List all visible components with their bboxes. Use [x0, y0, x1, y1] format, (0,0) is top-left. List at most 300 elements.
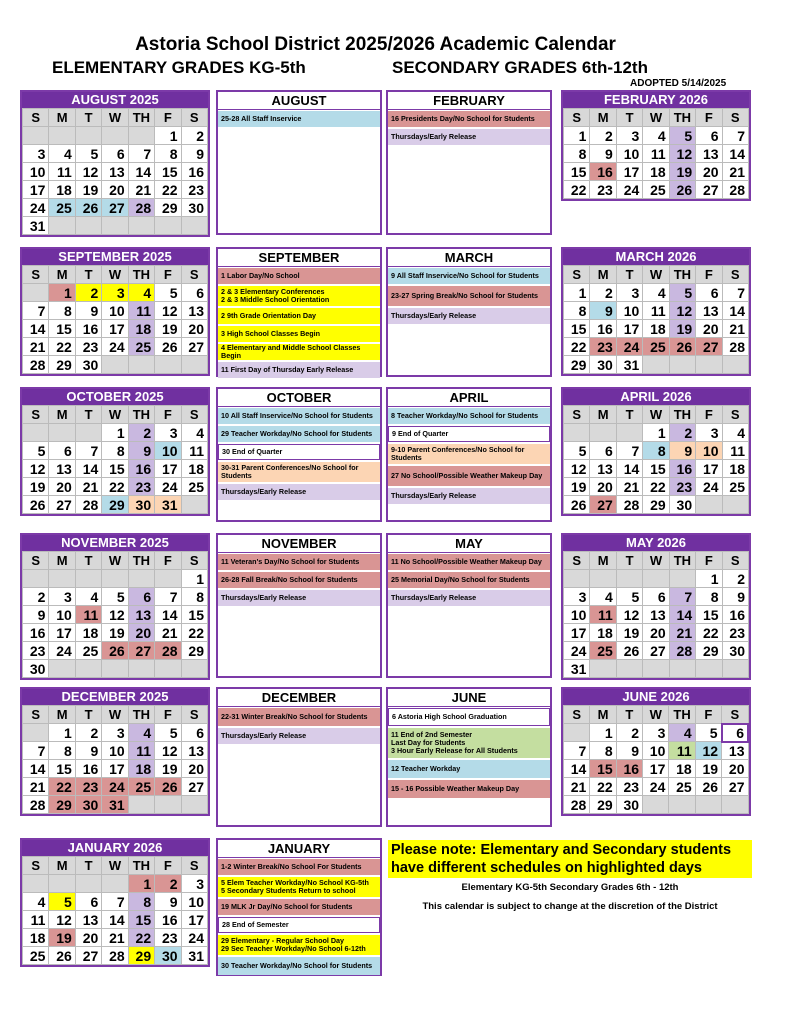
weekday-header: F: [696, 266, 722, 284]
day-cell: 3: [155, 424, 181, 442]
day-cell: 31: [23, 217, 49, 235]
month-title: JUNE 2026: [563, 689, 749, 705]
day-cell: 3: [181, 875, 207, 893]
empty-cell: [102, 875, 128, 893]
day-cell: 13: [696, 302, 722, 320]
day-cell: 8: [564, 302, 590, 320]
weekday-header: T: [616, 706, 642, 724]
day-cell: 3: [49, 588, 75, 606]
weekday-header: M: [49, 406, 75, 424]
day-cell: 12: [102, 606, 128, 624]
weekday-header: T: [616, 266, 642, 284]
day-cell: 20: [643, 624, 669, 642]
events-month-title: MAY: [388, 535, 550, 553]
weekday-header: F: [155, 706, 181, 724]
weekday-header: F: [696, 552, 722, 570]
weekday-header: W: [102, 109, 128, 127]
adopted-date: ADOPTED 5/14/2025: [630, 78, 727, 89]
day-cell: 20: [696, 320, 722, 338]
empty-cell: [564, 570, 590, 588]
day-cell: 15: [155, 163, 181, 181]
day-cell: 21: [75, 478, 101, 496]
day-cell: 3: [696, 424, 722, 442]
day-cell: 25: [643, 181, 669, 199]
events-box-nov: [216, 533, 382, 678]
day-cell: 13: [128, 606, 154, 624]
day-cell: 28: [128, 199, 154, 217]
day-cell: 7: [564, 742, 590, 760]
day-cell: 1: [155, 127, 181, 145]
month-calendar-jun: [561, 687, 751, 816]
day-cell: 25: [75, 642, 101, 660]
day-cell: 14: [102, 911, 128, 929]
day-cell: 24: [643, 778, 669, 796]
day-cell: 28: [722, 338, 748, 356]
day-cell: 16: [23, 624, 49, 642]
day-cell: 28: [669, 642, 695, 660]
day-cell: 3: [23, 145, 49, 163]
day-cell: 31: [102, 796, 128, 814]
event-item: 23-27 Spring Break/No School for Students: [388, 286, 550, 306]
day-cell: 30: [722, 642, 748, 660]
day-cell: 19: [155, 320, 181, 338]
day-cell: 30: [155, 947, 181, 965]
day-cell: 27: [49, 496, 75, 514]
day-cell: 4: [669, 724, 695, 742]
weekday-header: T: [75, 109, 101, 127]
day-cell: 2: [616, 724, 642, 742]
day-cell: 19: [616, 624, 642, 642]
events-month-title: NOVEMBER: [218, 535, 380, 553]
empty-cell: [695, 796, 721, 814]
month-calendar-sep: [20, 247, 210, 376]
day-cell: 2: [590, 127, 616, 145]
day-cell: 29: [564, 356, 590, 374]
day-cell: 26: [616, 642, 642, 660]
empty-cell: [23, 424, 49, 442]
weekday-header: T: [616, 406, 642, 424]
day-cell: 26: [669, 338, 695, 356]
day-cell: 8: [564, 145, 590, 163]
empty-cell: [616, 424, 642, 442]
day-cell: 17: [102, 320, 128, 338]
day-cell: 3: [616, 284, 642, 302]
day-cell: 12: [23, 460, 49, 478]
event-item: 2 & 3 Elementary Conferences 2 & 3 Middle School Orientation: [218, 286, 380, 306]
day-cell: 27: [722, 778, 748, 796]
weekday-header: TH: [669, 706, 695, 724]
weekday-header: W: [643, 266, 669, 284]
empty-cell: [669, 570, 695, 588]
empty-cell: [102, 127, 128, 145]
day-cell: 26: [564, 496, 590, 514]
weekday-header: M: [590, 266, 616, 284]
day-cell: 27: [128, 642, 154, 660]
day-cell: 7: [128, 145, 154, 163]
day-cell: 10: [616, 145, 642, 163]
page-title: Astoria School District 2025/2026 Academic Calendar: [135, 34, 616, 55]
empty-cell: [49, 127, 75, 145]
empty-cell: [696, 660, 722, 678]
empty-cell: [23, 570, 49, 588]
day-cell: 24: [616, 181, 642, 199]
day-cell: 26: [75, 199, 101, 217]
day-cell: 29: [155, 199, 181, 217]
day-cell: 22: [102, 478, 128, 496]
day-cell: 9: [75, 302, 101, 320]
day-cell: 24: [23, 199, 49, 217]
day-cell: 11: [643, 145, 669, 163]
day-cell: 15: [181, 606, 207, 624]
weekday-header: W: [102, 857, 128, 875]
day-cell: 21: [128, 181, 154, 199]
day-cell: 7: [722, 127, 748, 145]
weekday-header: T: [616, 552, 642, 570]
weekday-header: M: [49, 706, 75, 724]
events-month-title: FEBRUARY: [388, 92, 550, 110]
day-cell: 15: [49, 320, 75, 338]
weekday-header: F: [155, 857, 181, 875]
weekday-header: M: [49, 552, 75, 570]
day-cell: 4: [23, 893, 49, 911]
day-cell: 27: [75, 947, 101, 965]
day-cell: 4: [49, 145, 75, 163]
day-cell: 19: [102, 624, 128, 642]
weekday-header: S: [722, 406, 748, 424]
day-cell: 22: [696, 624, 722, 642]
weekday-header: S: [23, 109, 49, 127]
day-cell: 30: [669, 496, 695, 514]
event-item: Thursdays/Early Release: [388, 590, 550, 606]
event-item: 5 Elem Teacher Workday/No School KG-5th 5 Secondary Students Return to school: [218, 877, 380, 897]
event-item: 11 No School/Possible Weather Makeup Day: [388, 554, 550, 570]
day-cell: 1: [128, 875, 154, 893]
day-cell: 18: [128, 320, 154, 338]
empty-cell: [564, 424, 590, 442]
day-cell: 20: [75, 929, 101, 947]
empty-cell: [722, 496, 748, 514]
empty-cell: [128, 570, 154, 588]
weekday-header: F: [695, 706, 721, 724]
day-cell: 12: [695, 742, 721, 760]
events-box-mar: [386, 247, 552, 377]
weekday-header: W: [643, 552, 669, 570]
day-cell: 5: [102, 588, 128, 606]
event-item: 30 End of Quarter: [218, 444, 380, 460]
day-cell: 7: [23, 302, 49, 320]
day-cell: 28: [75, 496, 101, 514]
day-cell: 18: [128, 760, 154, 778]
month-calendar-jan: [20, 838, 210, 967]
month-title: SEPTEMBER 2025: [22, 249, 208, 265]
day-cell: 16: [669, 460, 695, 478]
day-cell: 9: [669, 442, 695, 460]
day-cell: 23: [128, 478, 154, 496]
day-cell: 29: [696, 642, 722, 660]
empty-cell: [643, 796, 669, 814]
empty-cell: [128, 660, 154, 678]
events-box-may: [386, 533, 552, 678]
empty-cell: [564, 724, 590, 742]
weekday-header: S: [564, 552, 590, 570]
day-cell: 27: [696, 338, 722, 356]
day-cell: 14: [155, 606, 181, 624]
day-cell: 18: [643, 163, 669, 181]
day-cell: 2: [669, 424, 695, 442]
day-cell: 18: [75, 624, 101, 642]
day-cell: 26: [102, 642, 128, 660]
weekday-header: M: [590, 109, 616, 127]
weekday-header: S: [564, 109, 590, 127]
event-item: 30 Teacher Workday/No School for Students: [218, 957, 380, 975]
day-cell: 15: [564, 163, 590, 181]
day-cell: 31: [564, 660, 590, 678]
day-cell: 24: [155, 478, 181, 496]
empty-cell: [75, 424, 101, 442]
month-calendar-may: [561, 533, 751, 680]
weekday-header: F: [155, 552, 181, 570]
day-cell: 13: [75, 911, 101, 929]
day-cell: 24: [49, 642, 75, 660]
events-month-title: JANUARY: [218, 840, 380, 858]
weekday-header: M: [49, 857, 75, 875]
event-item: 19 MLK Jr Day/No School for Students: [218, 899, 380, 915]
day-cell: 14: [722, 145, 748, 163]
day-cell: 22: [643, 478, 669, 496]
day-cell: 24: [102, 778, 128, 796]
event-item: 12 Teacher Workday: [388, 760, 550, 778]
events-month-title: OCTOBER: [218, 389, 380, 407]
weekday-header: TH: [128, 109, 154, 127]
events-box-feb: [386, 90, 552, 235]
day-cell: 4: [181, 424, 207, 442]
day-cell: 9: [722, 588, 748, 606]
weekday-header: TH: [128, 857, 154, 875]
day-cell: 28: [722, 181, 748, 199]
event-item: 2 9th Grade Orientation Day: [218, 308, 380, 324]
day-cell: 25: [23, 947, 49, 965]
weekday-header: T: [75, 266, 101, 284]
events-box-oct: [216, 387, 382, 522]
events-month-title: APRIL: [388, 389, 550, 407]
day-cell: 12: [49, 911, 75, 929]
month-calendar-aug: [20, 90, 210, 237]
day-cell: 19: [669, 320, 695, 338]
day-cell: 10: [49, 606, 75, 624]
day-cell: 5: [155, 284, 181, 302]
day-cell: 24: [616, 338, 642, 356]
weekday-header: M: [49, 266, 75, 284]
weekday-header: S: [722, 266, 748, 284]
day-cell: 23: [722, 624, 748, 642]
day-cell: 21: [23, 778, 49, 796]
day-cell: 8: [49, 742, 75, 760]
day-cell: 2: [155, 875, 181, 893]
weekday-header: S: [181, 406, 207, 424]
day-cell: 6: [128, 588, 154, 606]
day-cell: 2: [75, 284, 101, 302]
day-cell: 12: [155, 742, 181, 760]
weekday-header: S: [23, 406, 49, 424]
day-cell: 20: [128, 624, 154, 642]
day-cell: 30: [75, 356, 101, 374]
day-cell: 1: [564, 284, 590, 302]
empty-cell: [155, 570, 181, 588]
day-cell: 13: [590, 460, 616, 478]
day-cell: 1: [643, 424, 669, 442]
day-cell: 1: [102, 424, 128, 442]
day-cell: 3: [564, 588, 590, 606]
schedule-note: Please note: Elementary and Secondary students have different schedules on highlighted days: [388, 840, 752, 878]
day-cell: 9: [590, 302, 616, 320]
day-cell: 15: [590, 760, 616, 778]
event-item: Thursdays/Early Release: [388, 308, 550, 324]
day-cell: 17: [616, 320, 642, 338]
day-cell: 9: [616, 742, 642, 760]
events-box-dec: [216, 687, 382, 827]
empty-cell: [155, 796, 181, 814]
weekday-header: TH: [669, 266, 695, 284]
day-cell: 8: [181, 588, 207, 606]
day-cell: 31: [181, 947, 207, 965]
day-cell: 4: [75, 588, 101, 606]
day-cell: 22: [128, 929, 154, 947]
empty-cell: [181, 660, 207, 678]
day-cell: 2: [23, 588, 49, 606]
day-cell: 28: [155, 642, 181, 660]
day-cell: 8: [643, 442, 669, 460]
weekday-header: S: [181, 109, 207, 127]
day-cell: 1: [49, 724, 75, 742]
day-cell: 6: [696, 284, 722, 302]
day-cell: 12: [564, 460, 590, 478]
day-cell: 28: [23, 796, 49, 814]
event-item: 15 - 16 Possible Weather Makeup Day: [388, 780, 550, 798]
weekday-header: S: [23, 552, 49, 570]
day-cell: 3: [102, 724, 128, 742]
day-cell: 12: [669, 145, 695, 163]
month-calendar-oct: [20, 387, 210, 516]
day-cell: 22: [564, 338, 590, 356]
event-item: 26-28 Fall Break/No School for Students: [218, 572, 380, 588]
day-cell: 4: [128, 724, 154, 742]
day-cell: 21: [616, 478, 642, 496]
events-month-title: AUGUST: [218, 92, 380, 110]
event-item: 25 Memorial Day/No School for Students: [388, 572, 550, 588]
weekday-header: TH: [128, 406, 154, 424]
day-cell: 7: [669, 588, 695, 606]
event-item: 1-2 Winter Break/No School For Students: [218, 859, 380, 875]
day-cell: 19: [564, 478, 590, 496]
empty-cell: [696, 496, 722, 514]
day-cell: 1: [696, 570, 722, 588]
event-item: 9 All Staff Inservice/No School for Students: [388, 268, 550, 284]
day-cell: 12: [75, 163, 101, 181]
day-cell: 3: [102, 284, 128, 302]
day-cell: 7: [23, 742, 49, 760]
day-cell: 2: [75, 724, 101, 742]
day-cell: 10: [696, 442, 722, 460]
day-cell: 24: [181, 929, 207, 947]
empty-cell: [49, 424, 75, 442]
day-cell: 25: [181, 478, 207, 496]
month-calendar-apr: [561, 387, 751, 516]
weekday-header: W: [102, 266, 128, 284]
month-title: OCTOBER 2025: [22, 389, 208, 405]
empty-cell: [590, 570, 616, 588]
day-cell: 17: [643, 760, 669, 778]
day-cell: 13: [49, 460, 75, 478]
day-cell: 20: [49, 478, 75, 496]
day-cell: 11: [128, 302, 154, 320]
day-cell: 20: [696, 163, 722, 181]
empty-cell: [23, 127, 49, 145]
day-cell: 22: [49, 338, 75, 356]
day-cell: 21: [102, 929, 128, 947]
day-cell: 20: [181, 320, 207, 338]
day-cell: 11: [669, 742, 695, 760]
day-cell: 14: [616, 460, 642, 478]
day-cell: 17: [102, 760, 128, 778]
day-cell: 25: [49, 199, 75, 217]
day-cell: 16: [181, 163, 207, 181]
day-cell: 18: [669, 760, 695, 778]
day-cell: 8: [128, 893, 154, 911]
empty-cell: [128, 217, 154, 235]
day-cell: 19: [695, 760, 721, 778]
weekday-header: S: [564, 706, 590, 724]
day-cell: 13: [722, 742, 748, 760]
day-cell: 4: [128, 284, 154, 302]
day-cell: 27: [181, 338, 207, 356]
day-cell: 3: [643, 724, 669, 742]
weekday-header: W: [102, 706, 128, 724]
weekday-header: F: [696, 109, 722, 127]
day-cell: 6: [181, 284, 207, 302]
day-cell: 30: [181, 199, 207, 217]
weekday-header: S: [181, 552, 207, 570]
empty-cell: [643, 570, 669, 588]
day-cell: 23: [75, 338, 101, 356]
day-cell: 14: [722, 302, 748, 320]
day-cell: 6: [696, 127, 722, 145]
weekday-header: F: [696, 406, 722, 424]
event-item: 1 Labor Day/No School: [218, 268, 380, 284]
empty-cell: [616, 660, 642, 678]
day-cell: 30: [75, 796, 101, 814]
event-item: 11 End of 2nd Semester Last Day for Students 3 Hour Early Release for All Students: [388, 728, 550, 758]
event-item: 9 End of Quarter: [388, 426, 550, 442]
day-cell: 26: [669, 181, 695, 199]
day-cell: 20: [590, 478, 616, 496]
weekday-header: W: [643, 109, 669, 127]
day-cell: 18: [643, 320, 669, 338]
empty-cell: [669, 796, 695, 814]
day-cell: 26: [695, 778, 721, 796]
weekday-header: W: [643, 406, 669, 424]
empty-cell: [722, 660, 748, 678]
day-cell: 21: [722, 320, 748, 338]
event-item: 22-31 Winter Break/No School for Students: [218, 708, 380, 726]
day-cell: 18: [23, 929, 49, 947]
day-cell: 16: [616, 760, 642, 778]
empty-cell: [75, 127, 101, 145]
empty-cell: [643, 660, 669, 678]
empty-cell: [128, 127, 154, 145]
day-cell: 25: [669, 778, 695, 796]
day-cell: 22: [181, 624, 207, 642]
day-cell: 19: [49, 929, 75, 947]
